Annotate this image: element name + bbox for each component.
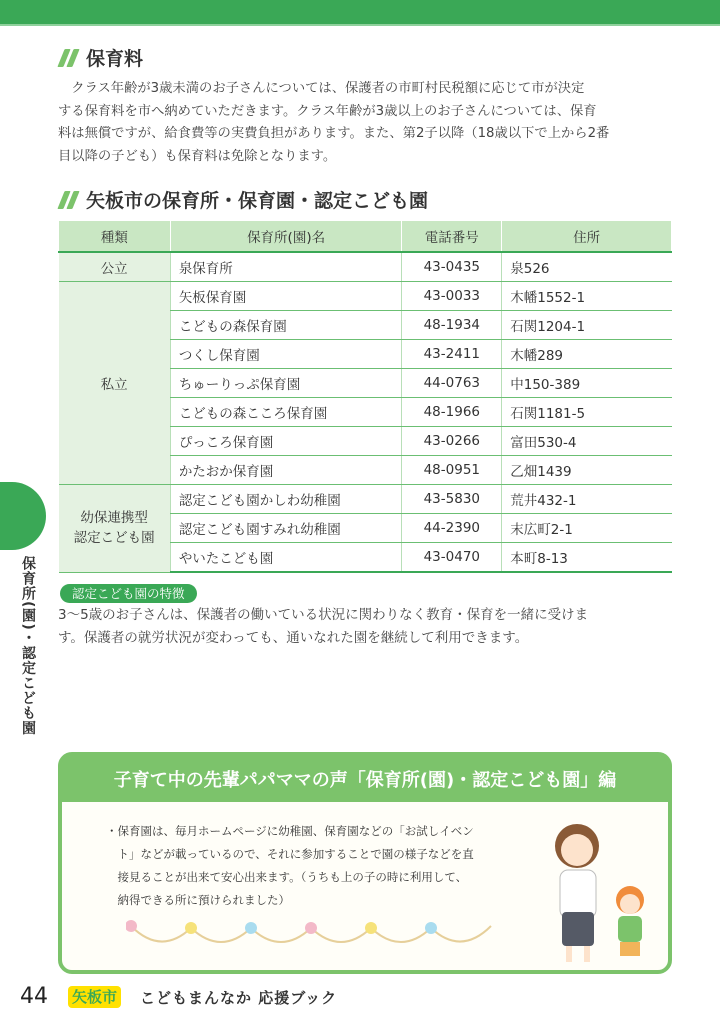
- facility-address: 石関1181-5: [502, 398, 672, 427]
- facility-address: 荒井432-1: [502, 485, 672, 514]
- table-row: [59, 282, 672, 311]
- facility-name: かたおか保育園: [170, 456, 402, 485]
- page-number: 44: [20, 984, 48, 1009]
- voice-line: 接見ることが出来て安心出来ます。（うちも上の子の時に利用して、: [106, 870, 468, 884]
- slash-icon: [58, 190, 80, 210]
- facility-phone: 44-2390: [402, 514, 502, 543]
- top-bar-line: [0, 24, 720, 26]
- voice-line: ・保育園は、毎月ホームページに幼稚園、保育園などの「お試しイベン: [106, 824, 474, 838]
- header-name: 保育所(園)名: [170, 221, 402, 253]
- slash-icon: [58, 48, 80, 68]
- facility-table: [58, 220, 672, 573]
- parent-voices-title: 子育て中の先輩パパママの声「保育所(園)・認定こども園」編: [62, 756, 668, 802]
- facility-phone: 43-0470: [402, 543, 502, 573]
- facility-phone: 43-0435: [402, 252, 502, 282]
- fees-line: クラス年齢が3歳未満のお子さんについては、保護者の市町村民税額に応じて市が決定: [58, 81, 585, 96]
- facility-phone: 48-1966: [402, 398, 502, 427]
- header-kind: 種類: [59, 221, 171, 253]
- facility-phone: 48-1934: [402, 311, 502, 340]
- facility-address: 木幡1552-1: [502, 282, 672, 311]
- top-bar: [0, 0, 720, 24]
- facility-name: こどもの森こころ保育園: [170, 398, 402, 427]
- facility-address: 石関1204-1: [502, 311, 672, 340]
- facility-phone: 48-0951: [402, 456, 502, 485]
- book-title: こどもまんなか 応援ブック: [140, 989, 338, 1007]
- parent-voices-text: [106, 820, 526, 912]
- facility-name: 泉保育所: [170, 252, 402, 282]
- garland-decoration: [126, 916, 506, 956]
- fees-line: する保育料を市へ納めていただきます。クラス年齢が3歳以上のお子さんについては、保育: [58, 103, 597, 119]
- facility-address: 中150-389: [502, 369, 672, 398]
- facility-address: 泉526: [502, 252, 672, 282]
- facility-address: 乙畑1439: [502, 456, 672, 485]
- header-phone: 電話番号: [402, 221, 502, 253]
- facility-address: 木幡289: [502, 340, 672, 369]
- certified-paragraph: [58, 604, 676, 649]
- table-row: [59, 485, 672, 514]
- facility-name: こどもの森保育園: [170, 311, 402, 340]
- voice-line: 納得できる所に預けられました）: [106, 893, 290, 907]
- facility-name: ちゅーりっぷ保育園: [170, 369, 402, 398]
- mother-child-illustration: [532, 808, 662, 968]
- kind-private: 私立: [59, 282, 171, 485]
- facility-address: 富田530-4: [502, 427, 672, 456]
- facility-address: 末広町2-1: [502, 514, 672, 543]
- parent-voices-box: [58, 752, 672, 974]
- table-row: [59, 252, 672, 282]
- fees-title: 保育料: [58, 44, 143, 71]
- fees-paragraph: [58, 78, 676, 168]
- certified-badge: 認定こども園の特徴: [60, 584, 197, 603]
- facility-name: ぴっころ保育園: [170, 427, 402, 456]
- facility-name: 認定こども園すみれ幼稚園: [170, 514, 402, 543]
- yaita-logo: 矢板市: [68, 986, 121, 1008]
- facility-name: やいたこども園: [170, 543, 402, 573]
- facility-name: つくし保育園: [170, 340, 402, 369]
- side-tab: [0, 482, 46, 550]
- facility-name: 認定こども園かしわ幼稚園: [170, 485, 402, 514]
- facility-phone: 43-0033: [402, 282, 502, 311]
- facility-phone: 43-0266: [402, 427, 502, 456]
- header-address: 住所: [502, 221, 672, 253]
- table-header-row: [59, 221, 672, 253]
- facility-phone: 43-2411: [402, 340, 502, 369]
- fees-line: 料は無償ですが、給食費等の実費負担があります。また、第2子以降（18歳以下で上から2番: [58, 126, 610, 141]
- certified-line: 3～5歳のお子さんは、保護者の働いている状況に関わりなく教育・保育を一緒に受けま: [58, 607, 589, 623]
- facilities-title: 矢板市の保育所・保育園・認定こども園: [58, 186, 428, 213]
- facility-name: 矢板保育園: [170, 282, 402, 311]
- kind-public: 公立: [59, 252, 171, 282]
- fees-line: 目以降の子ども）も保育料は免除となります。: [58, 148, 337, 164]
- facility-phone: 44-0763: [402, 369, 502, 398]
- kind-certified: 幼保連携型 認定こども園: [59, 485, 171, 573]
- facility-address: 本町8-13: [502, 543, 672, 573]
- side-tab-label: 保育所(園)・認定こども園: [20, 556, 36, 736]
- certified-line: す。保護者の就労状況が変わっても、通いなれた園を継続して利用できます。: [58, 629, 529, 646]
- voice-line: ト」などが載っているので、それに参加することで園の様子などを直: [106, 847, 474, 861]
- facility-phone: 43-5830: [402, 485, 502, 514]
